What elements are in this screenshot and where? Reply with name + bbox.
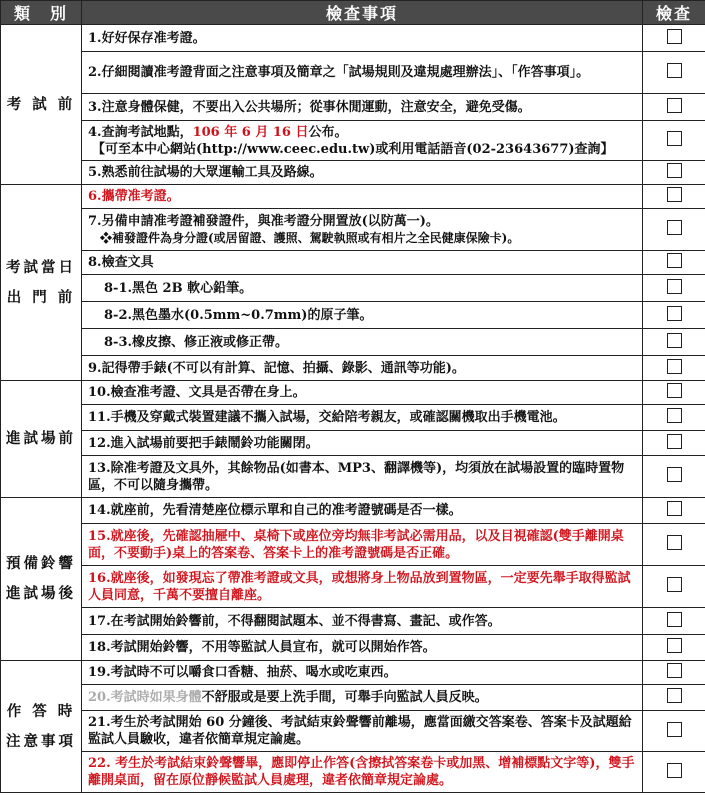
table-row xyxy=(1,456,705,498)
checkbox[interactable] xyxy=(667,577,682,592)
checklist-item: 21.考生於考試開始 60 分鐘後、考試結束鈴聲響前離場，應當面繳交答案卷、答案卡及試題給監試人員驗收，違者依簡章規定論處。 xyxy=(82,711,643,752)
checklist-item: 7.另備申請准考證補發證件，與准考證分開置放(以防萬一)。 ❖補發證件為身分證(或居留證、護照、駕駛執照或有相片之全民健康保險卡)。 xyxy=(82,209,643,251)
checklist-item: 19.考試時不可以嚼食口香糖、抽菸、喝水或吃東西。 xyxy=(82,661,643,685)
checklist-item: 6.攜帶准考證。 xyxy=(82,185,643,209)
table-row xyxy=(1,329,705,356)
checkbox[interactable] xyxy=(667,333,682,348)
checkbox[interactable] xyxy=(667,359,682,374)
table-row xyxy=(1,711,705,752)
checkbox[interactable] xyxy=(667,383,682,398)
checkbox[interactable] xyxy=(667,467,682,482)
category-before-exam: 考 試 前 xyxy=(1,25,82,185)
table-row xyxy=(1,356,705,381)
checklist-item: 10.檢查准考證、文具是否帶在身上。 xyxy=(82,381,643,405)
checkbox[interactable] xyxy=(667,253,682,268)
table-row xyxy=(1,302,705,329)
table-row xyxy=(1,566,705,608)
checklist-item: 15.就座後，先確認抽屜中、桌椅下或座位旁均無非考試必需用品，以及目視確認(雙手離開桌面，不要動手)桌上的答案卷、答案卡上的准考證號碼是否正確。 xyxy=(82,524,643,566)
checklist-item: 5.熟悉前往試場的大眾運輸工具及路線。 xyxy=(82,161,643,185)
category-answering: 作 答 時 注意事項 xyxy=(1,661,82,793)
checklist-item: 20.考試時如果身體不舒服或是要上洗手間，可舉手向監試人員反映。 xyxy=(82,685,643,711)
table-row xyxy=(1,608,705,635)
checkbox[interactable] xyxy=(667,98,682,113)
table-row xyxy=(1,275,705,302)
checkbox[interactable] xyxy=(667,187,682,202)
checkbox[interactable] xyxy=(667,722,682,737)
table-row xyxy=(1,661,705,685)
table-row xyxy=(1,685,705,711)
checkbox[interactable] xyxy=(667,220,682,235)
checkbox[interactable] xyxy=(667,408,682,423)
checklist-item: 17.在考試開始鈴響前，不得翻閱試題本、並不得書寫、畫記、或作答。 xyxy=(82,608,643,635)
checklist-item: 2.仔細閱讀准考證背面之注意事項及簡章之「試場規則及違規處理辦法」、「作答事項」。 xyxy=(82,52,643,94)
table-row xyxy=(1,161,705,185)
checkbox[interactable] xyxy=(667,306,682,321)
checkbox[interactable] xyxy=(667,501,682,516)
table-row xyxy=(1,381,705,405)
table-row xyxy=(1,405,705,431)
header-item: 檢查事項 xyxy=(82,1,643,25)
checklist-subnote: ❖補發證件為身分證(或居留證、護照、駕駛執照或有相片之全民健康保險卡)。 xyxy=(100,230,520,245)
table-row xyxy=(1,635,705,661)
checklist-item: 22. 考生於考試結束鈴聲響畢，應即停止作答(含擦拭答案卷卡或加黑、增補標點文字等)，雙手離開桌面，留在原位靜候監試人員處理，違者依簡章規定論處。 xyxy=(82,752,643,793)
checkbox[interactable] xyxy=(667,688,682,703)
checklist-note: 【可至本中心網站(http://www.ceec.edu.tw)或利用電話語音(02-23643677)查詢】 xyxy=(92,141,614,157)
category-enter-room: 進試場前 xyxy=(1,381,82,498)
header-check: 檢查 xyxy=(643,1,705,25)
checklist-item: 8.檢查文具 xyxy=(82,251,643,275)
header-row xyxy=(1,1,705,25)
checklist-item: 4.查詢考試地點，106 年 6 月 16 日公布。 【可至本中心網站(http://www.ceec.edu.tw)或利用電話語音(02-23643677)查詢】 xyxy=(82,121,643,161)
checkbox[interactable] xyxy=(667,63,682,78)
checklist-item: 11.手機及穿戴式裝置建議不攜入試場，交給陪考親友，或確認關機取出手機電池。 xyxy=(82,405,643,431)
checklist-item: 13.除准考證及文具外，其餘物品(如書本、MP3、翻譯機等)，均須放在試場設置的臨時置物區，不可以隨身攜帶。 xyxy=(82,456,643,498)
checklist-item: 8-3.橡皮擦、修正液或修正帶。 xyxy=(82,329,643,356)
checkbox[interactable] xyxy=(667,663,682,678)
table-row xyxy=(1,431,705,456)
table-row xyxy=(1,185,705,209)
checklist-item: 18.考試開始鈴響，不用等監試人員宣布，就可以開始作答。 xyxy=(82,635,643,661)
checkbox[interactable] xyxy=(667,612,682,627)
table-row xyxy=(1,25,705,52)
checkbox[interactable] xyxy=(667,535,682,550)
checkbox[interactable] xyxy=(667,638,682,653)
checkbox[interactable] xyxy=(667,29,682,44)
checklist-item: 8-1.黑色 2B 軟心鉛筆。 xyxy=(82,275,643,302)
checklist-item: 1.好好保存准考證。 xyxy=(82,25,643,52)
table-row xyxy=(1,94,705,121)
header-category: 類 別 xyxy=(1,1,82,25)
checkbox[interactable] xyxy=(667,279,682,294)
checklist-item: 12.進入試場前要把手錶鬧鈴功能關閉。 xyxy=(82,431,643,456)
checkbox[interactable] xyxy=(667,763,682,778)
table-row xyxy=(1,524,705,566)
checklist-item: 9.記得帶手錶(不可以有計算、記憶、拍攝、錄影、通訊等功能)。 xyxy=(82,356,643,381)
table-row xyxy=(1,121,705,161)
checkbox[interactable] xyxy=(667,163,682,178)
table-row xyxy=(1,209,705,251)
table-row xyxy=(1,752,705,793)
table-row xyxy=(1,52,705,94)
checkbox[interactable] xyxy=(667,434,682,449)
table-row xyxy=(1,251,705,275)
category-after-bell: 預備鈴響 進試場後 xyxy=(1,498,82,661)
checklist-item: 16.就座後，如發現忘了帶准考證或文具，或想將身上物品放到置物區，一定要先舉手取得監試人員同意，千萬不要擅自離座。 xyxy=(82,566,643,608)
checklist-item: 14.就座前，先看清楚座位標示單和自己的准考證號碼是否一樣。 xyxy=(82,498,643,524)
category-exam-day: 考試當日 出 門 前 xyxy=(1,185,82,381)
checklist-item: 8-2.黑色墨水(0.5mm~0.7mm)的原子筆。 xyxy=(82,302,643,329)
checkbox[interactable] xyxy=(667,131,682,146)
table-row xyxy=(1,498,705,524)
checklist-item: 3.注意身體保健，不要出入公共場所；從事休閒運動，注意安全，避免受傷。 xyxy=(82,94,643,121)
